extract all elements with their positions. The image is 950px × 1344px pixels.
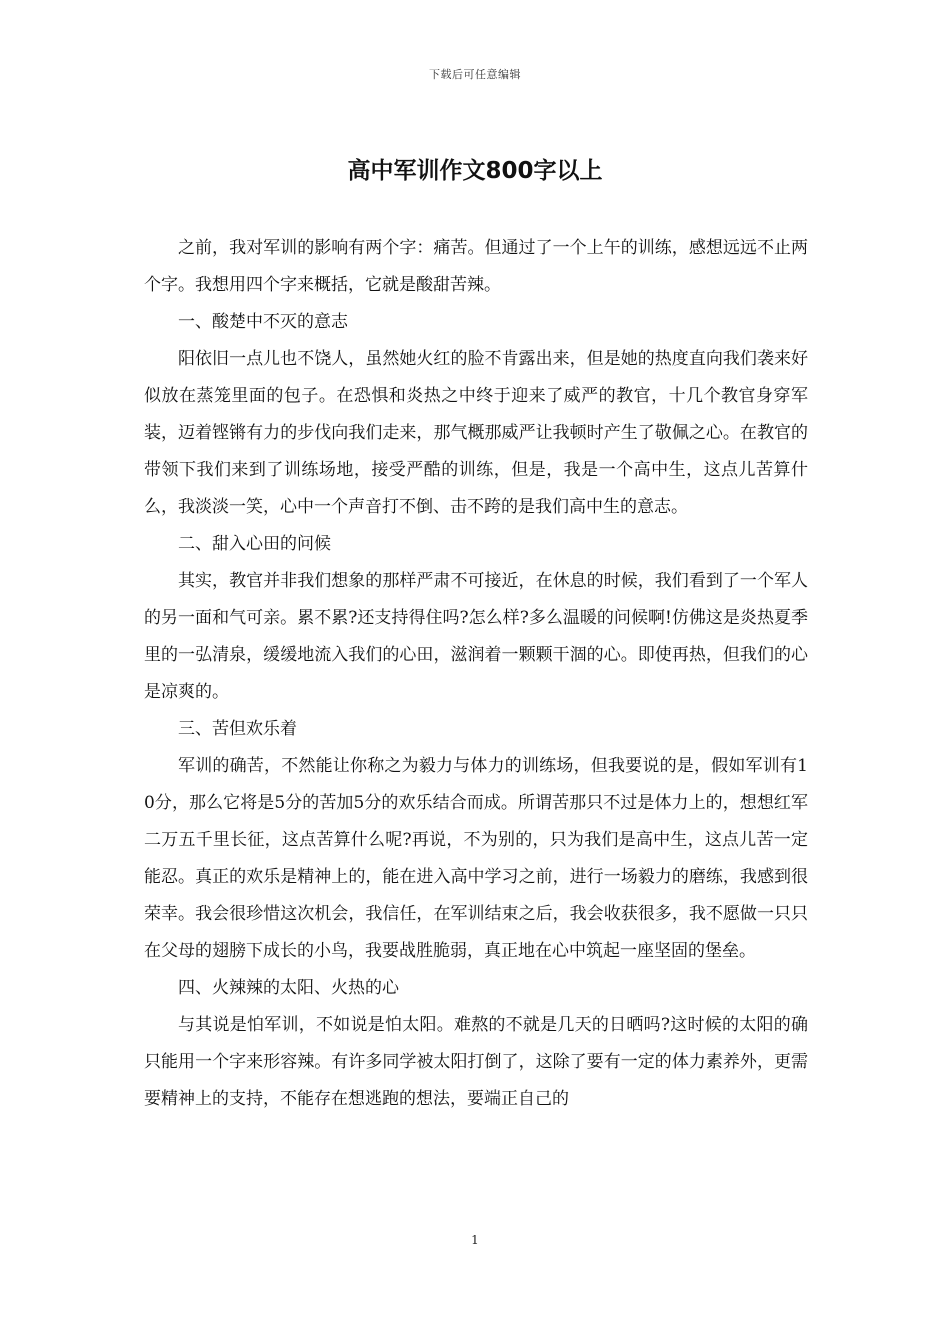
document-title: 高中军训作文800字以上 — [347, 158, 603, 184]
section-heading-4: 四、火辣辣的太阳、火热的心 — [178, 978, 399, 998]
section-body-4: 与其说是怕军训，不如说是怕太阳。难熬的不就是几天的日晒吗?这时候的太阳的确只能用一个字来形容辣。有许多同学被太阳打倒了，这除了要有一定的体力素养外，更需要精神上的支持，不能存在想逃跑的想法，要端正自己的 — [144, 1015, 808, 1109]
section-body-1: 阳依旧一点儿也不饶人，虽然她火红的脸不肯露出来，但是她的热度直向我们袭来好似放在蒸笼里面的包子。在恐惧和炎热之中终于迎来了威严的教官，十几个教官身穿军装，迈着铿锵有力的步伐向我们走来，那气概那威严让我顿时产生了敬佩之心。在教官的带领下我们来到了训练场地，接受严酷的训练，但是，我是一个高中生，这点儿苦算什么，我淡淡一笑，心中一个声音打不倒、击不跨的是我们高中生的意志。 — [144, 349, 808, 517]
section-heading-3: 三、苦但欢乐着 — [178, 719, 297, 739]
section-body-2: 其实，教官并非我们想象的那样严肃不可接近，在休息的时候，我们看到了一个军人的另一面和气可亲。累不累?还支持得住吗?怎么样?多么温暖的问候啊!仿佛这是炎热夏季里的一弘清泉，缓缓地流入我们的心田，滋润着一颗颗干涸的心。即使再热，但我们的心是凉爽的。 — [144, 571, 808, 702]
page-header: 下载后可任意编辑 — [429, 68, 521, 81]
section-body-3: 军训的确苦，不然能让你称之为毅力与体力的训练场，但我要说的是，假如军训有10分，那么它将是5分的苦加5分的欢乐结合而成。所谓苦那只不过是体力上的，想想红军二万五千里长征，这点苦算什么呢?再说，不为别的，只为我们是高中生，这点儿苦一定能忍。真正的欢乐是精神上的，能在进入高中学习之前，进行一场毅力的磨练，我感到很荣幸。我会很珍惜这次机会，我信任，在军训结束之后，我会收获很多，我不愿做一只只在父母的翅膀下成长的小鸟，我要战胜脆弱，真正地在心中筑起一座坚固的堡垒。 — [144, 756, 808, 961]
section-heading-2: 二、甜入心田的问候 — [178, 534, 331, 554]
document-body — [144, 230, 808, 1118]
intro-paragraph: 之前，我对军训的影响有两个字：痛苦。但通过了一个上午的训练，感想远远不止两个字。我想用四个字来概括，它就是酸甜苦辣。 — [144, 238, 808, 295]
page-number: 1 — [471, 1233, 479, 1247]
section-heading-1: 一、酸楚中不灭的意志 — [178, 312, 348, 332]
